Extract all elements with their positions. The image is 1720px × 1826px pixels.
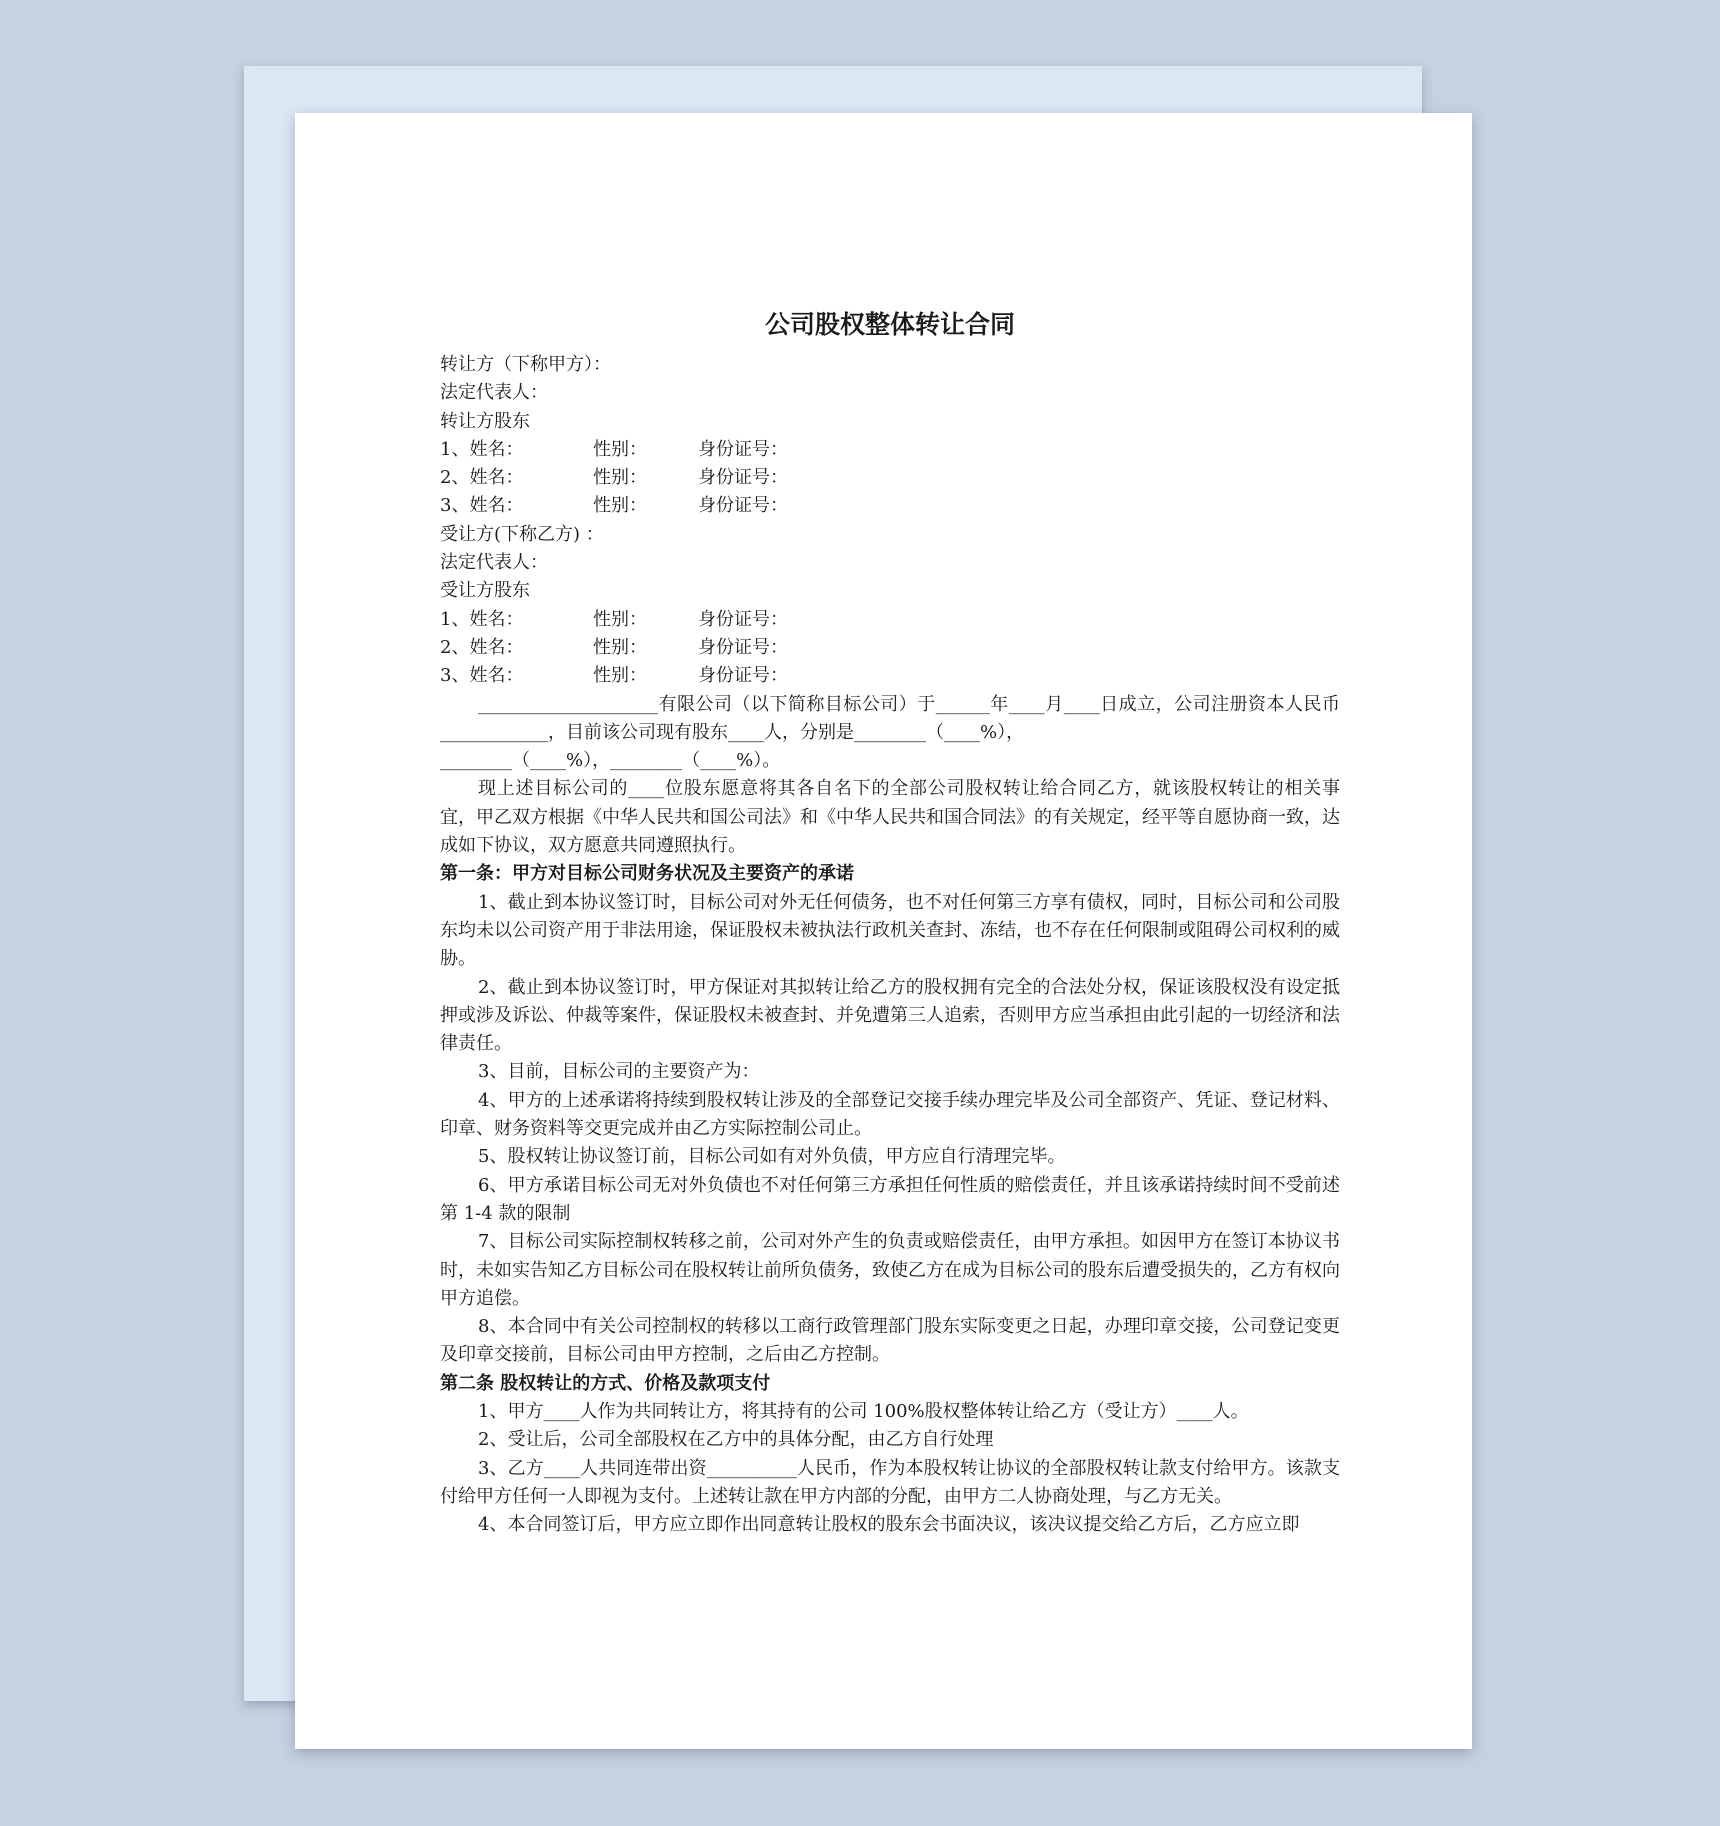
article-1-item: 4、甲方的上述承诺将持续到股权转让涉及的全部登记交接手续办理完毕及公司全部资产、凭证、登记材料、印章、财务资料等交更完成并由乙方实际控制公司止。 bbox=[440, 1089, 1340, 1140]
transferor-shareholder-row bbox=[440, 492, 1340, 520]
article-1-item: 8、本合同中有关公司控制权的转移以工商行政管理部门股东实际变更之日起，办理印章交接，公司登记变更及印章交接前，目标公司由甲方控制，之后由乙方控制。 bbox=[440, 1316, 1340, 1366]
transferor-rep-line: 法定代表人： bbox=[440, 382, 548, 404]
article-1-heading: 第一条：甲方对目标公司财务状况及主要资产的承诺 bbox=[440, 863, 854, 885]
article-2-heading: 第二条 股权转让的方式、价格及款项支付 bbox=[440, 1372, 771, 1394]
shareholder-name-label: 3、姓名： bbox=[440, 495, 524, 517]
shareholder-id-label: 身份证号： bbox=[698, 608, 788, 630]
article-2-item: 2、受让后，公司全部股权在乙方中的具体分配，由乙方自行处理 bbox=[478, 1429, 994, 1451]
transferor-line: 转让方（下称甲方）： bbox=[440, 354, 611, 375]
shareholder-id-label: 身份证号： bbox=[698, 665, 788, 687]
article-2-item: 3、乙方____人共同连带出资__________人民币，作为本股权转让协议的全部股权转让款支付给甲方。该款支付给甲方任何一人即视为支付。上述转让款在甲方内部的分配，由甲方二人协商处理，与乙方无关。 bbox=[440, 1457, 1340, 1507]
shareholder-name-label: 2、姓名： bbox=[440, 467, 524, 489]
shareholder-name-label: 2、姓名： bbox=[440, 636, 524, 658]
shareholder-name-label: 1、姓名： bbox=[440, 438, 524, 460]
article-1-item: 1、截止到本协议签订时，目标公司对外无任何债务，也不对任何第三方享有债权，同时，目标公司和公司股东均未以公司资产用于非法用途，保证股权未被执法行政机关查封、冻结，也不存在任何限制或阻碍公司权利的威胁。 bbox=[440, 891, 1340, 970]
article-1-item: 3、目前，目标公司的主要资产为： bbox=[478, 1061, 760, 1083]
article-2-item: 1、甲方____人作为共同转让方，将其持有的公司 100%股权整体转让给乙方（受让方）____人。 bbox=[478, 1400, 1249, 1422]
article-1-item: 7、目标公司实际控制权转移之前，公司对外产生的负责或赔偿责任，由甲方承担。如因甲方在签订本协议书时，未如实告知乙方目标公司在股权转让前所负债务，致使乙方在成为目标公司的股东后遭受损失的，乙方有权向甲方追偿。 bbox=[440, 1231, 1340, 1309]
shareholder-name-label: 3、姓名： bbox=[440, 665, 524, 687]
shareholder-gender-label: 性别： bbox=[593, 608, 647, 630]
shareholder-id-label: 身份证号： bbox=[698, 438, 788, 460]
transferee-line: 受让方(下称乙方) ： bbox=[440, 523, 604, 545]
transferee-rep-line: 法定代表人： bbox=[440, 552, 548, 574]
intro-paragraph: 现上述目标公司的____位股东愿意将其各自名下的全部公司股权转让给合同乙方，就该股权转让的相关事宜，甲乙双方根据《中华人民共和国公司法》和《中华人民共和国合同法》的有关规定，经平等自愿协商一致，达成如下协议，双方愿意共同遵照执行。 bbox=[440, 778, 1340, 857]
shareholder-gender-label: 性别： bbox=[593, 467, 647, 489]
shareholder-gender-label: 性别： bbox=[593, 636, 647, 658]
transferor-shareholder-row bbox=[440, 464, 1340, 492]
document-body bbox=[440, 307, 1340, 1539]
shareholder-gender-label: 性别： bbox=[593, 438, 647, 460]
transferor-shareholders-heading: 转让方股东 bbox=[440, 410, 530, 432]
article-1-item: 5、股权转让协议签订前，目标公司如有对外负债，甲方应自行清理完毕。 bbox=[478, 1146, 1066, 1168]
document-title: 公司股权整体转让合同 bbox=[764, 310, 1015, 339]
shareholder-id-label: 身份证号： bbox=[698, 467, 788, 489]
transferor-shareholder-row bbox=[440, 436, 1340, 464]
shareholder-name-label: 1、姓名： bbox=[440, 608, 524, 630]
shareholder-id-label: 身份证号： bbox=[698, 636, 788, 658]
transferee-shareholder-row bbox=[440, 634, 1340, 662]
article-1-item: 2、截止到本协议签订时，甲方保证对其拟转让给乙方的股权拥有完全的合法处分权，保证该股权没有设定抵押或涉及诉讼、仲裁等案件，保证股权未被查封、并免遭第三人追索，否则甲方应当承担由此引起的一切经济和法律责任。 bbox=[440, 976, 1340, 1055]
shareholder-id-label: 身份证号： bbox=[698, 495, 788, 517]
intro-paragraph: ____________________有限公司（以下简称目标公司）于______年____月____日成立，公司注册资本人民币____________，目前该公司现有股东____人，分别是________（____%）， bbox=[440, 693, 1340, 743]
transferee-shareholder-row bbox=[440, 662, 1340, 690]
article-2-item: 4、本合同签订后，甲方应立即作出同意转让股权的股东会书面决议，该决议提交给乙方后，乙方应立即 bbox=[478, 1514, 1300, 1536]
article-1-item: 6、甲方承诺目标公司无对外负债也不对任何第三方承担任何性质的赔偿责任，并且该承诺持续时间不受前述第 1-4 款的限制 bbox=[440, 1174, 1340, 1224]
transferee-shareholders-heading: 受让方股东 bbox=[440, 580, 530, 602]
shareholder-gender-label: 性别： bbox=[593, 495, 647, 517]
document-page bbox=[295, 113, 1472, 1749]
intro-continuation: ________（____%），________（____%）。 bbox=[440, 750, 781, 772]
transferee-shareholder-row bbox=[440, 606, 1340, 634]
shareholder-gender-label: 性别： bbox=[593, 665, 647, 687]
